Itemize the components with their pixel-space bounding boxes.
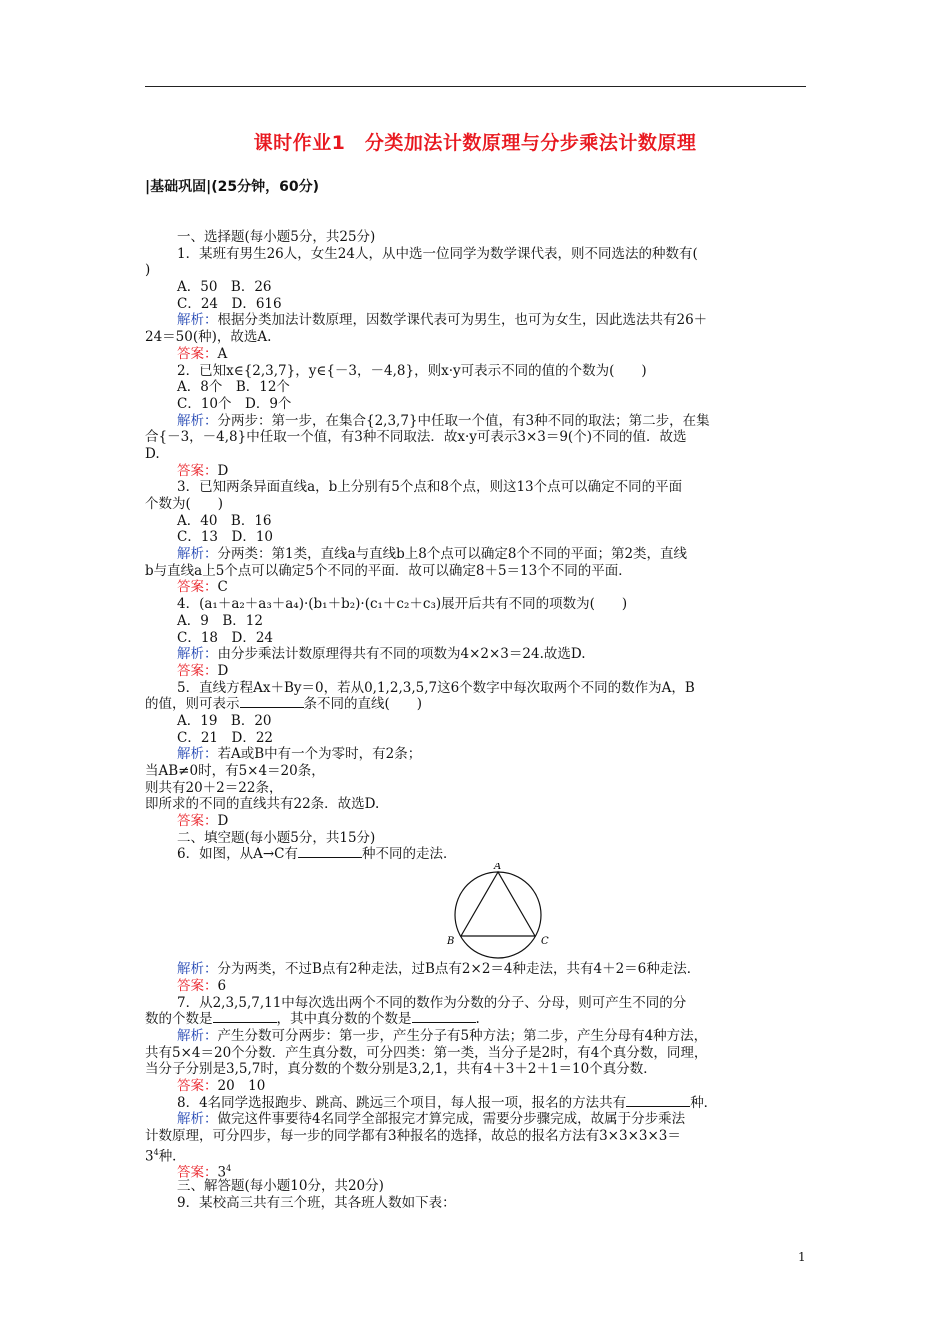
solution-label: 解析：	[177, 646, 218, 663]
part3-heading: 三、解答题(每小题10分，共20分)	[177, 1178, 384, 1195]
fill-blank	[412, 1011, 476, 1023]
q2-stem: 2．已知x∈{2,3,7}，y∈{－3，－4,8}，则x·y可表示不同的值的个数为( )	[177, 362, 647, 379]
solution-label: 解析：	[177, 1111, 218, 1128]
part2-heading: 二、填空题(每小题5分，共15分)	[177, 829, 376, 846]
q5-options-cd: C．21 D．22	[177, 729, 274, 746]
circle-triangle-diagram	[443, 863, 553, 961]
q6-solution-line1: 解析：分为两类，不过B点有2种走法，过B点有2×2＝4种走法，共有4＋2＝6种走法．	[177, 961, 701, 978]
q1-stem-line1: 1．某班有男生26人，女生24人，从中选一位同学为数学课代表，则不同选法的种数有(	[177, 245, 698, 262]
solution-label: 解析：	[177, 1027, 218, 1044]
q7-solution-line2: 共有5×4＝20个分数．产生真分数，可分四类：第一类，当分子是2时，有4个真分数，同理，	[145, 1044, 708, 1061]
q8-solution-line3: $3^4$种．	[145, 1147, 186, 1165]
q2-answer: 答案：D	[177, 462, 229, 479]
q9-stem: 9．某校高三共有三个班，其各班人数如下表：	[177, 1194, 456, 1211]
q4-answer: 答案：D	[177, 662, 229, 679]
q7-solution-line3: 当分子分别是3,5,7时，真分数的个数分别是3,2,1，共有4＋3＋2＋1＝10个真分数．	[145, 1061, 657, 1078]
answer-label: 答案：	[177, 977, 218, 994]
solution-label: 解析：	[177, 312, 218, 329]
answer-label: 答案：	[177, 1164, 218, 1181]
page-title: 课时作业1 分类加法计数原理与分步乘法计数原理	[253, 132, 697, 154]
q2-solution-line1: 解析：分两步：第一步，在集合{2,3,7}中任取一个值，有3种不同的取法；第二步，在集	[177, 412, 710, 429]
q5-solution-line1: 解析：若A或B中有一个为零时，有2条；	[177, 746, 422, 763]
solution-label: 解析：	[177, 412, 218, 429]
q2-solution-line2: 合{－3，－4,8}中任取一个值，有3种不同取法．故x·y可表示3×3＝9(个)不同的值．故选	[145, 429, 687, 446]
q4-stem: 4．(a₁＋a₂＋a₃＋a₄)·(b₁＋b₂)·(c₁＋c₂＋c₃)展开后共有不同的项数为( )	[177, 596, 628, 613]
q5-solution-line4: 即所求的不同的直线共有22条．故选D.	[145, 796, 380, 813]
q2-solution-line3: D.	[145, 445, 160, 462]
q5-stem-line2: 的值，则可表示 条不同的直线( )	[145, 696, 423, 713]
q8-stem: 8．4名同学选报跑步、跳高、跳远三个项目，每人报一项，报名的方法共有 种．	[177, 1094, 718, 1111]
q8-solution-line1: 解析：做完这件事要待4名同学全部报完才算完成，需要分步骤完成，故属于分步乘法	[177, 1111, 686, 1128]
q1-solution-line1: 解析：根据分类加法计数原理，因数学课代表可为男生，也可为女生，因此选法共有26＋	[177, 312, 708, 329]
q5-solution-line2: 当AB≠0时，有5×4＝20条，	[145, 763, 325, 779]
q1-stem-line2: )	[145, 262, 151, 279]
vertex-label-c: C	[541, 936, 549, 948]
fill-blank	[626, 1095, 690, 1107]
q5-answer: 答案：D	[177, 813, 229, 830]
q6-answer: 答案：6	[177, 977, 227, 994]
solution-label: 解析：	[177, 746, 218, 763]
solution-label: 解析：	[177, 961, 218, 978]
q5-options-ab: A．19 B．20	[177, 712, 272, 729]
q6-stem: 6．如图，从A→C有 种不同的走法．	[177, 846, 457, 863]
section-heading: |基础巩固|(25分钟，60分)	[145, 179, 319, 195]
q3-stem-line1: 3．已知两条异面直线a，b上分别有5个点和8个点，则这13个点可以确定不同的平面	[177, 479, 683, 496]
q7-stem-line1: 7．从2,3,5,7,11中每次选出两个不同的数作为分数的分子、分母，则可产生不同的分	[177, 994, 687, 1011]
answer-label: 答案：	[177, 579, 218, 596]
part1-heading: 一、选择题(每小题5分，共25分)	[177, 229, 376, 245]
q5-solution-line3: 则共有20＋2＝22条，	[145, 779, 283, 796]
q7-answer: 答案：20 10	[177, 1077, 266, 1094]
answer-label: 答案：	[177, 662, 218, 679]
q4-options-ab: A．9 B．12	[177, 612, 263, 629]
header-rule	[145, 86, 806, 87]
q4-solution-line1: 解析：由分步乘法计数原理得共有不同的项数为4×2×3＝24.故选D.	[177, 646, 586, 663]
q3-solution-line2: b与直线a上5个点可以确定5个不同的平面．故可以确定8＋5＝13个不同的平面．	[145, 562, 632, 579]
answer-label: 答案：	[177, 813, 218, 830]
q2-options-ab: A．8个 B．12个	[177, 379, 290, 396]
q4-options-cd: C．18 D．24	[177, 629, 274, 646]
circumcircle	[455, 872, 541, 958]
q1-options-ab: A．50 B．26	[177, 279, 272, 296]
fill-blank	[240, 696, 304, 708]
q1-options-cd: C．24 D．616	[177, 295, 282, 312]
q3-options-cd: C．13 D．10	[177, 529, 274, 546]
answer-label: 答案：	[177, 462, 218, 479]
q2-options-cd: C．10个 D．9个	[177, 395, 292, 412]
q8-solution-line2: 计数原理，可分四步，每一步的同学都有3种报名的选择，故总的报名方法有3×3×3×3＝	[145, 1128, 681, 1144]
q6-figure	[145, 863, 806, 961]
q3-options-ab: A．40 B．16	[177, 512, 272, 529]
q5-stem-line1: 5．直线方程Ax＋By＝0，若从0,1,2,3,5,7这6个数字中每次取两个不同的数作为A，B	[177, 679, 695, 696]
q1-solution-line2: 24＝50(种)，故选A.	[145, 329, 272, 346]
q3-stem-line2: 个数为( )	[145, 496, 224, 512]
q8-answer: 答案：$3^4$	[177, 1164, 232, 1181]
q1-answer: 答案：A	[177, 345, 228, 362]
q3-solution-line1: 解析：分两类：第1类，直线a与直线b上8个点可以确定8个不同的平面；第2类，直线	[177, 546, 688, 563]
q7-stem-line2: 数的个数是 ，其中真分数的个数是 .	[145, 1011, 480, 1028]
document-body	[145, 229, 806, 1211]
q7-solution-line1: 解析：产生分数可分两步：第一步，产生分子有5种方法；第二步，产生分母有4种方法，	[177, 1027, 708, 1044]
inscribed-triangle	[461, 872, 535, 936]
vertex-label-b: B	[447, 936, 455, 948]
answer-label: 答案：	[177, 345, 218, 362]
q3-answer: 答案：C	[177, 579, 228, 596]
vertex-label-a: A	[494, 863, 502, 873]
answer-label: 答案：	[177, 1077, 218, 1094]
fill-blank	[298, 846, 362, 858]
fill-blank	[213, 1011, 277, 1023]
page-number: 1	[798, 1250, 806, 1264]
solution-label: 解析：	[177, 546, 218, 563]
